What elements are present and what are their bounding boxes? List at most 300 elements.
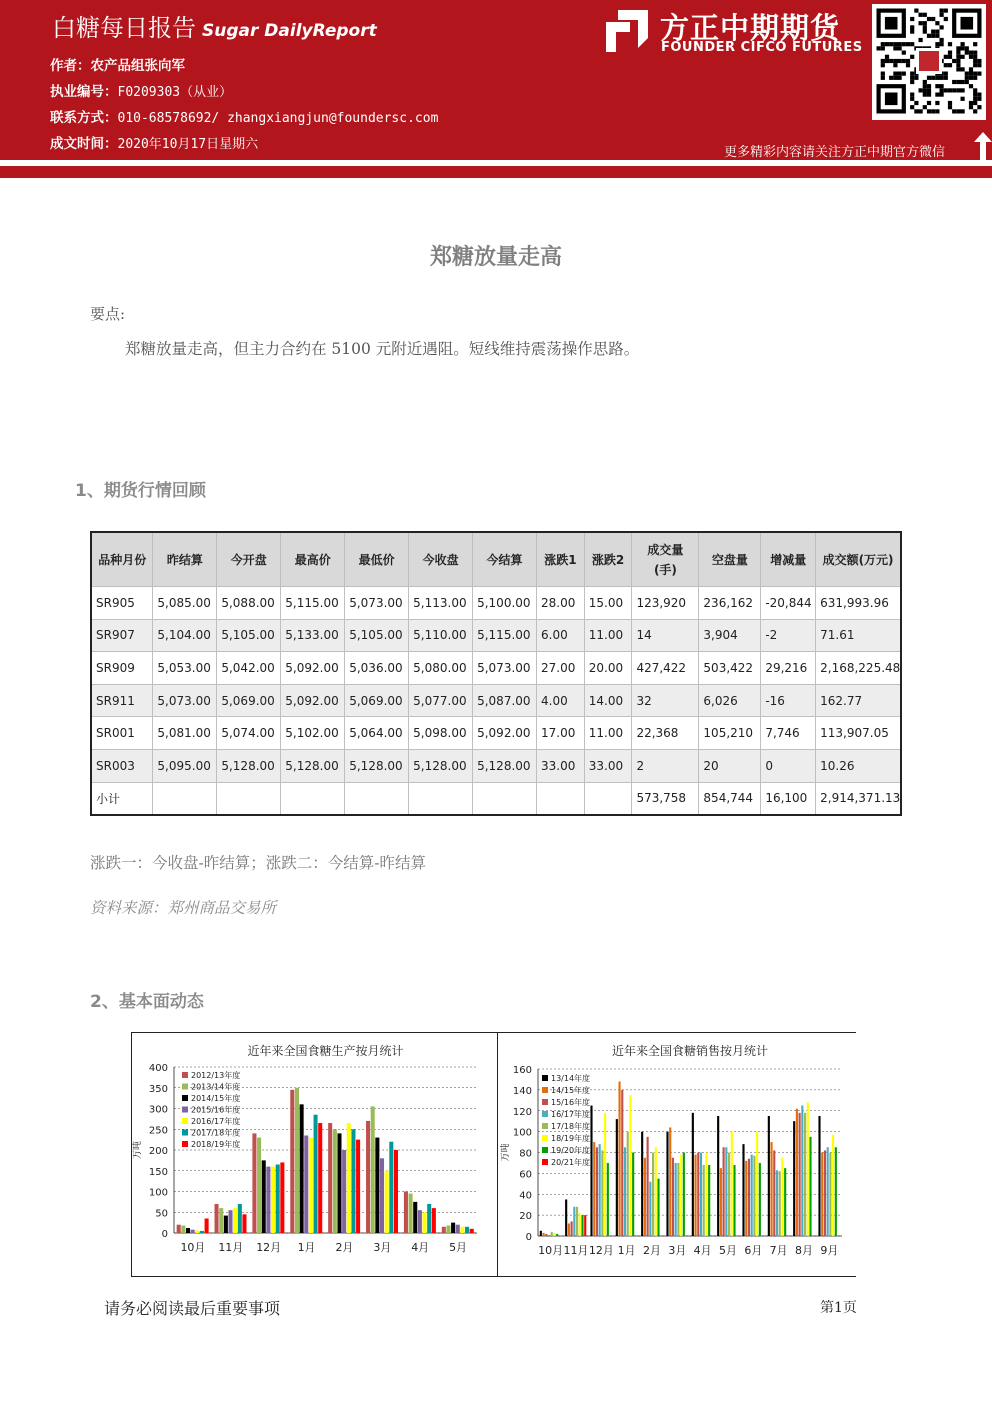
bar: [177, 1225, 181, 1233]
legend-swatch: [542, 1147, 548, 1153]
table-cell: 14: [632, 619, 699, 652]
table-cell: 162.77: [816, 684, 901, 717]
bar: [423, 1212, 427, 1233]
bar: [579, 1213, 581, 1236]
legend-swatch: [542, 1087, 548, 1093]
section2-title: 2、基本面动态: [90, 992, 204, 1012]
legend-label: 2012/13年度: [191, 1071, 241, 1080]
table-header-cell: 今收盘: [409, 532, 473, 587]
table-cell: 5,064.00: [345, 717, 409, 750]
bar: [717, 1116, 719, 1236]
table-cell: 5,095.00: [153, 749, 217, 782]
bar: [581, 1215, 583, 1236]
table-header-cell: 成交量(手): [632, 532, 699, 587]
legend-swatch: [182, 1084, 188, 1090]
table-row: [91, 782, 901, 815]
legend-label: 2015/16年度: [191, 1105, 241, 1115]
bar: [655, 1147, 657, 1236]
bar: [725, 1147, 727, 1236]
bar: [584, 1215, 586, 1236]
page-number: 第1页: [820, 1300, 857, 1316]
table-cell: 17.00: [537, 717, 585, 750]
legend-label: 17/18年度: [551, 1122, 591, 1131]
y-tick-label: 0: [525, 1232, 532, 1243]
logo-text-cn: 方正中期期货: [660, 11, 841, 45]
bar: [456, 1225, 460, 1233]
bar: [728, 1153, 730, 1237]
x-tick-label: 1月: [297, 1241, 316, 1254]
table-cell: [217, 782, 281, 815]
bar: [796, 1109, 798, 1236]
bar: [669, 1127, 671, 1236]
bar: [829, 1153, 831, 1237]
x-tick-label: 4月: [411, 1241, 430, 1254]
table-body: [91, 587, 901, 816]
bar: [720, 1168, 722, 1236]
y-tick-label: 200: [148, 1146, 168, 1157]
bar: [705, 1153, 707, 1237]
qr-code-icon[interactable]: [872, 4, 986, 120]
y-tick-label: 50: [155, 1208, 168, 1220]
table-cell: 5,105.00: [217, 619, 281, 652]
bar: [540, 1231, 542, 1236]
legend-swatch: [182, 1118, 188, 1124]
legend-swatch: [182, 1130, 188, 1136]
y-axis-label: 万吨: [133, 1140, 143, 1160]
table-cell: 71.61: [816, 619, 901, 652]
bar: [692, 1113, 694, 1236]
table-header-cell: 空盘量: [699, 532, 761, 587]
table-header-row: [91, 532, 901, 587]
table-cell: 5,077.00: [409, 684, 473, 717]
bar: [465, 1227, 469, 1233]
table-cell: 6.00: [537, 619, 585, 652]
table-cell: 5,073.00: [153, 684, 217, 717]
disclaimer-text: 请务必阅读最后重要事项: [104, 1299, 281, 1318]
table-cell: SR905: [91, 587, 153, 620]
arrow-up-icon: [974, 132, 992, 160]
table-cell: 503,422: [699, 652, 761, 685]
bar: [371, 1106, 375, 1233]
bar: [677, 1163, 679, 1236]
table-cell: -20,844: [761, 587, 816, 620]
table-cell: 5,092.00: [281, 652, 345, 685]
bar: [666, 1132, 668, 1236]
legend-label: 2014/15年度: [191, 1094, 241, 1103]
table-cell: 28.00: [537, 587, 585, 620]
table-header-cell: 最低价: [345, 532, 409, 587]
bar: [181, 1226, 185, 1233]
table-cell: 5,128.00: [409, 749, 473, 782]
y-tick-label: 60: [519, 1169, 532, 1181]
table-cell: [584, 782, 632, 815]
table-cell: 123,920: [632, 587, 699, 620]
bar: [644, 1158, 646, 1236]
bar: [703, 1165, 705, 1236]
bar: [568, 1223, 570, 1236]
table-cell: [281, 782, 345, 815]
table-cell: 小计: [91, 782, 153, 815]
bar: [404, 1192, 408, 1234]
bar: [280, 1162, 284, 1233]
table-cell: 5,042.00: [217, 652, 281, 685]
table-cell: 33.00: [537, 749, 585, 782]
bar: [680, 1155, 682, 1236]
table-cell: 5,102.00: [281, 717, 345, 750]
bar: [460, 1227, 464, 1233]
table-cell: 5,128.00: [281, 749, 345, 782]
table-cell: 5,073.00: [473, 652, 537, 685]
contact-line: 联系方式：010-68578692/ zhangxiangjun@foundersc.com: [50, 110, 439, 126]
table-cell: SR907: [91, 619, 153, 652]
keypoint-text: 郑糖放量走高，但主力合约在 5100 元附近遇阻。短线维持震荡操作思路。: [125, 340, 640, 358]
bar: [545, 1234, 547, 1236]
table-cell: SR001: [91, 717, 153, 750]
table-cell: 14.00: [584, 684, 632, 717]
x-tick-label: 3月: [373, 1241, 392, 1254]
legend-swatch: [542, 1075, 548, 1081]
bar: [801, 1106, 803, 1236]
legend-swatch: [182, 1072, 188, 1078]
table-row: [91, 684, 901, 717]
legend-label: 2016/17年度: [191, 1117, 241, 1126]
y-tick-label: 300: [148, 1104, 168, 1116]
table-header-cell: 增减量: [761, 532, 816, 587]
bar: [776, 1170, 778, 1236]
x-tick-label: 11月: [563, 1244, 589, 1257]
table-cell: 5,100.00: [473, 587, 537, 620]
bar: [432, 1208, 436, 1233]
table-cell: 5,128.00: [217, 749, 281, 782]
chart-title: 近年来全国食糖销售按月统计: [611, 1044, 769, 1058]
table-header-cell: 涨跌1: [537, 532, 585, 587]
bar: [616, 1119, 618, 1236]
table-cell: 27.00: [537, 652, 585, 685]
bar: [731, 1132, 733, 1236]
bar: [641, 1132, 643, 1236]
table-cell: 631,993.96: [816, 587, 901, 620]
bar: [242, 1214, 246, 1233]
x-tick-label: 10月: [538, 1244, 564, 1257]
bar: [629, 1095, 631, 1236]
table-cell: 5,128.00: [473, 749, 537, 782]
x-tick-label: 2月: [643, 1244, 661, 1257]
bar: [451, 1223, 455, 1233]
bar: [257, 1138, 261, 1233]
legend-label: 16/17年度: [551, 1110, 591, 1119]
bar: [409, 1194, 413, 1233]
table-cell: 3,904: [699, 619, 761, 652]
bar: [601, 1150, 603, 1236]
legend-swatch: [542, 1159, 548, 1165]
bar: [215, 1204, 219, 1233]
x-tick-label: 12月: [256, 1241, 282, 1254]
bar: [793, 1121, 795, 1236]
bar: [745, 1161, 747, 1236]
table-row: [91, 619, 901, 652]
y-tick-label: 140: [512, 1085, 532, 1097]
table-cell: 5,088.00: [217, 587, 281, 620]
bar: [770, 1142, 772, 1236]
table-cell: [537, 782, 585, 815]
bar: [809, 1137, 811, 1236]
bar: [565, 1199, 567, 1236]
table-header-cell: 品种月份: [91, 532, 153, 587]
bar: [649, 1182, 651, 1236]
table-cell: 10.26: [816, 749, 901, 782]
table-cell: 4.00: [537, 684, 585, 717]
bar: [442, 1227, 446, 1233]
bar: [621, 1090, 623, 1236]
y-tick-label: 400: [148, 1063, 168, 1074]
table-header-cell: 最高价: [281, 532, 345, 587]
bar: [394, 1150, 398, 1233]
table-cell: 5,087.00: [473, 684, 537, 717]
document-title: 郑糖放量走高: [429, 245, 562, 270]
y-tick-label: 160: [512, 1065, 532, 1076]
table-cell: -16: [761, 684, 816, 717]
date-line: 成文时间：2020年10月17日星期六: [50, 136, 259, 152]
table-cell: 22,368: [632, 717, 699, 750]
bar: [779, 1171, 781, 1236]
legend-label: 20/21年度: [551, 1158, 591, 1167]
x-tick-label: 4月: [693, 1244, 712, 1257]
legend-swatch: [542, 1123, 548, 1129]
y-tick-label: 0: [161, 1229, 168, 1240]
table-cell: [345, 782, 409, 815]
bar: [624, 1147, 626, 1236]
legend-swatch: [182, 1095, 188, 1101]
table-cell: SR909: [91, 652, 153, 685]
y-tick-label: 350: [148, 1083, 168, 1095]
bar: [418, 1210, 422, 1233]
table-row: [91, 587, 901, 620]
table-cell: 0: [761, 749, 816, 782]
bar: [380, 1158, 384, 1233]
table-cell: 11.00: [584, 717, 632, 750]
bar: [233, 1208, 237, 1233]
table-cell: 33.00: [584, 749, 632, 782]
legend-swatch: [542, 1135, 548, 1141]
y-tick-label: 100: [512, 1127, 532, 1139]
table-cell: 5,036.00: [345, 652, 409, 685]
legend-swatch: [182, 1141, 188, 1147]
bar: [781, 1158, 783, 1236]
table-row: [91, 749, 901, 782]
x-tick-label: 2月: [335, 1241, 354, 1254]
table-cell: 7,746: [761, 717, 816, 750]
table-cell: 5,053.00: [153, 652, 217, 685]
bar: [697, 1153, 699, 1237]
table-row: [91, 652, 901, 685]
bar: [821, 1153, 823, 1237]
bar: [733, 1165, 735, 1236]
author-line: 作者：农产品组张向军: [50, 58, 185, 74]
table-cell: 5,110.00: [409, 619, 473, 652]
bar: [742, 1144, 744, 1236]
bar: [290, 1090, 294, 1233]
chart-title: 近年来全国食糖生产按月统计: [247, 1044, 404, 1058]
table-cell: 113,907.05: [816, 717, 901, 750]
bar: [548, 1235, 550, 1236]
bar: [751, 1155, 753, 1236]
bar: [195, 1231, 199, 1233]
table-header-cell: 昨结算: [153, 532, 217, 587]
bar: [759, 1163, 761, 1236]
bar: [219, 1208, 223, 1233]
bar: [271, 1167, 275, 1233]
table-cell: 236,162: [699, 587, 761, 620]
table-header-cell: 今结算: [473, 532, 537, 587]
legend-label: 14/15年度: [551, 1086, 591, 1095]
futures-quote-table: [90, 531, 902, 816]
table-cell: 16,100: [761, 782, 816, 815]
table-cell: 5,092.00: [473, 717, 537, 750]
x-tick-label: 10月: [180, 1241, 206, 1254]
table-cell: 5,113.00: [409, 587, 473, 620]
change-note: 涨跌一：今收盘-昨结算；涨跌二：今结算-昨结算: [90, 854, 426, 872]
bar: [205, 1218, 209, 1233]
y-axis-label: 万吨: [501, 1143, 511, 1162]
bar: [652, 1153, 654, 1237]
bar: [573, 1207, 575, 1236]
bar: [427, 1204, 431, 1233]
x-tick-label: 9月: [820, 1244, 839, 1257]
bar: [366, 1121, 370, 1233]
bar: [784, 1168, 786, 1236]
table-cell: SR911: [91, 684, 153, 717]
bar: [723, 1147, 725, 1236]
production-chart: [132, 1033, 498, 1276]
bar: [818, 1116, 820, 1236]
table-cell: 5,105.00: [345, 619, 409, 652]
table-cell: 20.00: [584, 652, 632, 685]
bar: [683, 1153, 685, 1237]
bar: [375, 1138, 379, 1233]
table-cell: 5,104.00: [153, 619, 217, 652]
table-header-cell: 涨跌2: [584, 532, 632, 587]
bar: [304, 1135, 308, 1233]
bar: [596, 1147, 598, 1236]
bar: [672, 1158, 674, 1236]
table-cell: [153, 782, 217, 815]
bar: [295, 1088, 299, 1233]
license-line: 执业编号：F0209303（从业）: [50, 84, 233, 100]
bar: [773, 1150, 775, 1236]
legend-swatch: [182, 1107, 188, 1113]
bar: [266, 1167, 270, 1233]
bar: [824, 1150, 826, 1236]
table-row: [91, 717, 901, 750]
report-title-en: Sugar DailyReport: [202, 21, 377, 41]
bar: [200, 1231, 204, 1233]
keypoint-label: 要点:: [90, 305, 126, 323]
bar: [318, 1123, 322, 1233]
section1-title: 1、期货行情回顾: [75, 481, 206, 501]
x-tick-label: 5月: [449, 1241, 468, 1254]
table-header-cell: 成交额(万元): [816, 532, 901, 587]
table-cell: 6,026: [699, 684, 761, 717]
charts-panel: [131, 1032, 856, 1277]
bar: [542, 1233, 544, 1236]
bar: [675, 1163, 677, 1236]
bar: [756, 1132, 758, 1236]
table-cell: 105,210: [699, 717, 761, 750]
bar: [300, 1104, 304, 1233]
table-cell: 20: [699, 749, 761, 782]
table-cell: 573,758: [632, 782, 699, 815]
bar: [607, 1163, 609, 1236]
table-cell: 5,092.00: [281, 684, 345, 717]
bar: [807, 1102, 809, 1236]
bar: [252, 1133, 256, 1233]
bar: [551, 1232, 553, 1236]
y-tick-label: 80: [519, 1148, 532, 1160]
table-cell: [473, 782, 537, 815]
bar: [827, 1147, 829, 1236]
bar: [347, 1123, 351, 1233]
table-cell: 2,914,371.13: [816, 782, 901, 815]
bar: [708, 1165, 710, 1236]
legend-swatch: [542, 1111, 548, 1117]
bar: [328, 1123, 332, 1233]
y-tick-label: 100: [148, 1187, 168, 1199]
bar: [356, 1140, 360, 1233]
report-header: [0, 0, 992, 160]
legend-label: 13/14年度: [551, 1074, 591, 1083]
table-cell: SR003: [91, 749, 153, 782]
bar: [337, 1133, 341, 1233]
legend-swatch: [542, 1099, 548, 1105]
table-cell: 5,115.00: [281, 587, 345, 620]
follow-wechat-text: 更多精彩内容请关注方正中期官方微信: [724, 145, 946, 160]
legend-label: 2017/18年度: [191, 1128, 241, 1138]
table-cell: 5,080.00: [409, 652, 473, 685]
data-source: 资料来源：郑州商品交易所: [90, 899, 277, 917]
x-tick-label: 5月: [719, 1244, 737, 1257]
bar: [593, 1142, 595, 1236]
bar: [556, 1234, 558, 1236]
bar: [590, 1106, 592, 1236]
table-cell: 5,081.00: [153, 717, 217, 750]
table-cell: 5,074.00: [217, 717, 281, 750]
bar: [413, 1202, 417, 1233]
bar: [314, 1115, 318, 1233]
report-title: 白糖每日报告 Sugar DailyReport: [52, 14, 377, 42]
bar: [618, 1082, 620, 1236]
bar: [657, 1179, 659, 1236]
table-cell: 5,098.00: [409, 717, 473, 750]
header-divider-red: [0, 166, 992, 178]
table-cell: 15.00: [584, 587, 632, 620]
sales-chart: [498, 1033, 856, 1276]
table-cell: -2: [761, 619, 816, 652]
legend-label: 18/19年度: [551, 1134, 591, 1143]
table-cell: 427,422: [632, 652, 699, 685]
bar: [748, 1159, 750, 1236]
bar: [186, 1228, 190, 1233]
legend-label: 19/20年度: [551, 1146, 591, 1155]
x-tick-label: 7月: [769, 1244, 788, 1257]
x-tick-label: 12月: [588, 1244, 614, 1257]
table-cell: 5,069.00: [345, 684, 409, 717]
table-cell: 2,168,225.48: [816, 652, 901, 685]
table-cell: [409, 782, 473, 815]
bar: [576, 1207, 578, 1236]
bar: [604, 1113, 606, 1236]
bar: [804, 1113, 806, 1236]
x-tick-label: 11月: [218, 1241, 244, 1254]
